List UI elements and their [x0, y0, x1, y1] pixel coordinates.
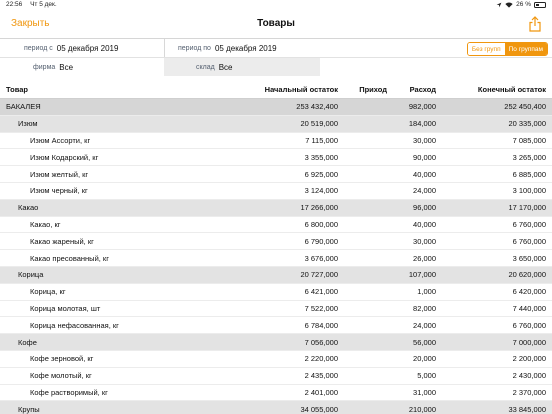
cell-closing: 7 000,000 [512, 337, 546, 347]
cell-closing: 3 265,000 [512, 152, 546, 162]
cell-outcome: 5,000 [417, 371, 436, 381]
battery-percent: 26 % [516, 1, 531, 8]
table-row[interactable] [0, 317, 552, 334]
period-to-label: период по [178, 44, 211, 52]
cell-opening: 2 220,000 [304, 354, 338, 364]
cell-opening: 7 522,000 [304, 303, 338, 313]
company-field[interactable] [33, 58, 73, 76]
cell-product: Кофе зерновой, кг [30, 354, 94, 364]
cell-outcome: 24,000 [413, 186, 436, 196]
cell-outcome: 24,000 [413, 320, 436, 330]
grouping-segmented-control [467, 42, 548, 56]
cell-closing: 6 885,000 [512, 169, 546, 179]
cell-opening: 3 355,000 [304, 152, 338, 162]
company-value: Все [59, 62, 74, 72]
battery-icon [534, 2, 546, 8]
cell-opening: 20 727,000 [300, 270, 338, 280]
cell-opening: 34 055,000 [300, 404, 338, 414]
navigation-bar [0, 11, 552, 39]
period-to-field[interactable] [178, 39, 277, 57]
cell-product: Какао жареный, кг [30, 236, 94, 246]
period-from-value: 05 декабря 2019 [56, 43, 119, 53]
cell-opening: 6 800,000 [304, 219, 338, 229]
cell-product: БАКАЛЕЯ [6, 102, 41, 112]
table-row[interactable] [0, 149, 552, 166]
status-bar [0, 0, 552, 11]
column-header-closing[interactable]: Конечный остаток [477, 84, 546, 94]
segment-no-groups[interactable]: Без групп [468, 43, 505, 55]
warehouse-label: склад [196, 63, 215, 71]
close-button[interactable]: Закрыть [11, 18, 50, 29]
cell-opening: 253 432,400 [296, 102, 338, 112]
cell-outcome: 184,000 [408, 119, 436, 129]
cell-outcome: 56,000 [413, 337, 436, 347]
cell-opening: 2 401,000 [304, 387, 338, 397]
table-row[interactable] [0, 217, 552, 234]
cell-outcome: 40,000 [413, 219, 436, 229]
cell-product: Изюм Кодарский, кг [30, 152, 99, 162]
cell-closing: 2 200,000 [512, 354, 546, 364]
status-left [6, 1, 63, 8]
cell-product: Корица молотая, шт [30, 303, 101, 313]
cell-product: Изюм желтый, кг [30, 169, 89, 179]
cell-closing: 2 370,000 [512, 387, 546, 397]
cell-opening: 2 435,000 [304, 371, 338, 381]
cell-opening: 20 519,000 [300, 119, 338, 129]
cell-outcome: 1,000 [417, 287, 436, 297]
cell-product: Изюм черный, кг [30, 186, 88, 196]
cell-outcome: 107,000 [408, 270, 436, 280]
cell-opening: 17 266,000 [300, 203, 338, 213]
period-to-value: 05 декабря 2019 [214, 43, 277, 53]
table-row[interactable] [0, 284, 552, 301]
table-row[interactable] [0, 385, 552, 402]
status-right [496, 1, 546, 8]
cell-closing: 20 620,000 [508, 270, 546, 280]
table-row[interactable] [0, 351, 552, 368]
cell-closing: 252 450,400 [504, 102, 546, 112]
cell-outcome: 982,000 [408, 102, 436, 112]
cell-outcome: 30,000 [413, 135, 436, 145]
cell-outcome: 31,000 [413, 387, 436, 397]
table-row[interactable] [0, 368, 552, 385]
warehouse-value: Все [218, 62, 233, 72]
table-row[interactable] [0, 183, 552, 200]
filter-row-period [0, 39, 552, 57]
table-row[interactable] [0, 133, 552, 150]
table-group-row[interactable] [0, 116, 552, 133]
cell-product: Кофе молотый, кг [30, 371, 92, 381]
warehouse-field[interactable] [164, 58, 320, 76]
cell-closing: 33 845,000 [508, 404, 546, 414]
cell-closing: 6 760,000 [512, 236, 546, 246]
cell-closing: 3 100,000 [512, 186, 546, 196]
cell-opening: 3 676,000 [304, 253, 338, 263]
cell-opening: 3 124,000 [304, 186, 338, 196]
segment-by-groups[interactable]: По группам [505, 43, 547, 55]
share-icon[interactable] [528, 16, 542, 32]
cell-outcome: 82,000 [413, 303, 436, 313]
status-time: 22:56 [6, 1, 23, 8]
table-group-row[interactable] [0, 334, 552, 351]
cell-outcome: 90,000 [413, 152, 436, 162]
cell-closing: 7 085,000 [512, 135, 546, 145]
company-label: фирма [33, 63, 56, 71]
cell-product: Корица [18, 270, 44, 280]
cell-product: Изюм Ассорти, кг [30, 135, 91, 145]
cell-product: Кофе [18, 337, 37, 347]
cell-closing: 6 420,000 [512, 287, 546, 297]
wifi-icon [505, 2, 513, 8]
column-header-opening[interactable]: Начальный остаток [264, 84, 338, 94]
cell-opening: 7 115,000 [305, 135, 338, 145]
cell-product: Изюм [18, 119, 38, 129]
cell-product: Какао [18, 203, 39, 213]
cell-opening: 7 056,000 [304, 337, 338, 347]
cell-opening: 6 790,000 [304, 236, 338, 246]
table-row[interactable] [0, 233, 552, 250]
location-icon [496, 2, 502, 8]
table-group-row[interactable] [0, 200, 552, 217]
filter-panel [0, 39, 552, 76]
cell-opening: 6 925,000 [304, 169, 338, 179]
cell-opening: 6 421,000 [304, 287, 338, 297]
cell-outcome: 40,000 [413, 169, 436, 179]
cell-outcome: 96,000 [413, 203, 436, 213]
table-group-row[interactable] [0, 401, 552, 414]
cell-outcome: 26,000 [413, 253, 436, 263]
cell-product: Какао пресованный, кг [30, 253, 109, 263]
cell-product: Корица, кг [30, 287, 66, 297]
table-row[interactable] [0, 166, 552, 183]
cell-product: Крупы [18, 404, 40, 414]
table-body [0, 99, 552, 414]
cell-closing: 7 440,000 [512, 303, 546, 313]
goods-table [0, 80, 552, 414]
table-group-row[interactable] [0, 267, 552, 284]
period-from-field[interactable] [24, 39, 118, 57]
divider [164, 39, 165, 57]
column-header-outcome[interactable]: Расход [409, 84, 436, 94]
status-date: Чт 5 дек. [30, 1, 57, 8]
column-header-product[interactable]: Товар [6, 84, 28, 94]
cell-closing: 6 760,000 [512, 219, 546, 229]
table-header [0, 80, 552, 99]
cell-closing: 3 650,000 [512, 253, 546, 263]
cell-product: Какао, кг [30, 219, 61, 229]
cell-closing: 6 760,000 [512, 320, 546, 330]
cell-product: Кофе растворимый, кг [30, 387, 108, 397]
cell-outcome: 20,000 [413, 354, 436, 364]
table-row[interactable] [0, 250, 552, 267]
cell-closing: 17 170,000 [508, 203, 546, 213]
cell-product: Корица нефасованная, кг [30, 320, 119, 330]
cell-closing: 20 335,000 [508, 119, 546, 129]
column-header-income[interactable]: Приход [359, 84, 387, 94]
period-from-label: период с [24, 44, 53, 52]
table-row[interactable] [0, 301, 552, 318]
table-group-row[interactable] [0, 99, 552, 116]
cell-opening: 6 784,000 [304, 320, 338, 330]
cell-outcome: 30,000 [413, 236, 436, 246]
filter-row-entities [0, 58, 552, 76]
cell-outcome: 210,000 [408, 404, 436, 414]
page-title: Товары [257, 18, 295, 29]
cell-closing: 2 430,000 [512, 371, 546, 381]
